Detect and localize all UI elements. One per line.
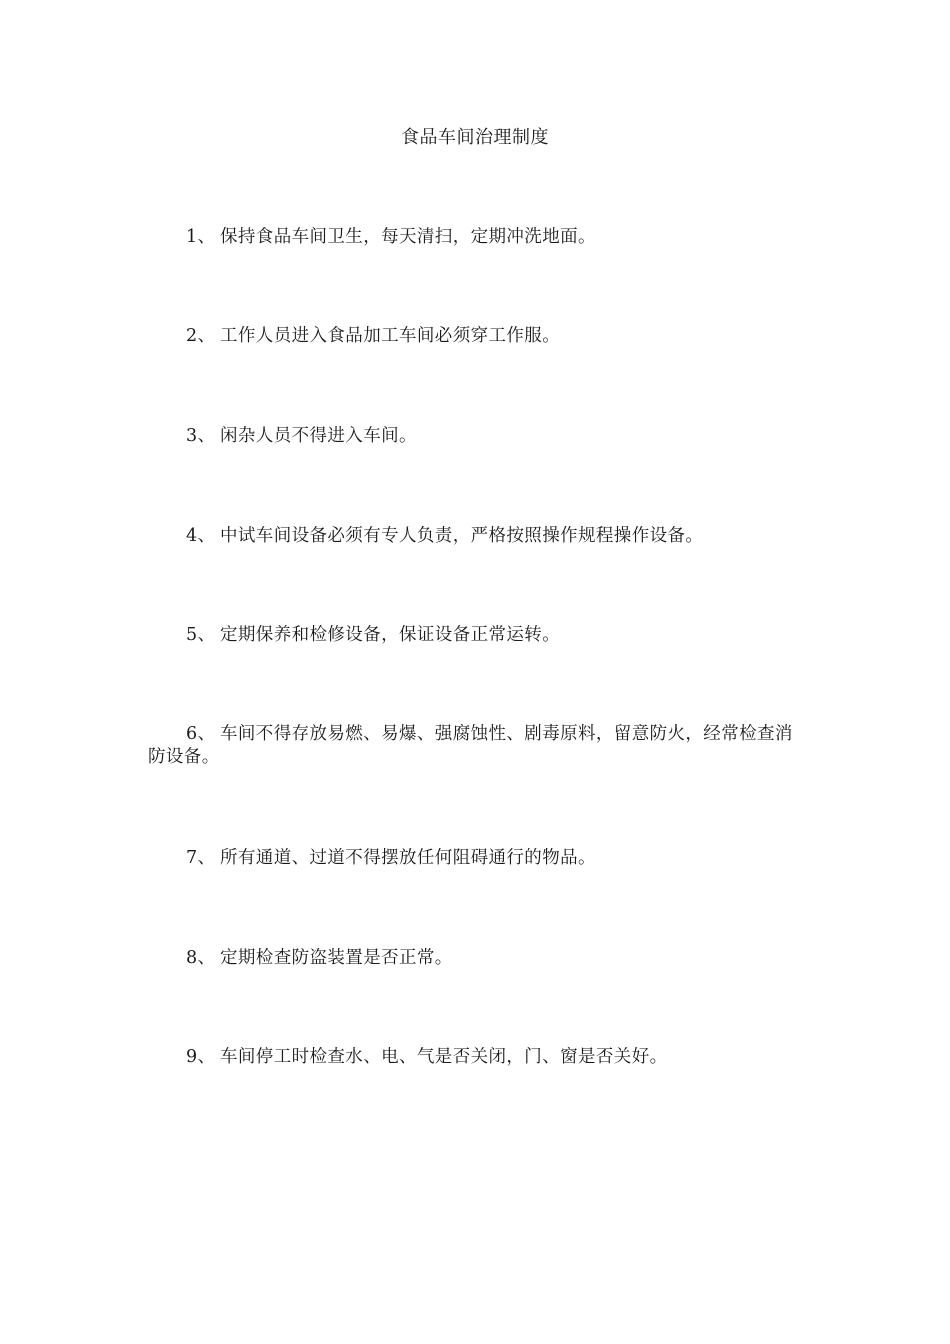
rule-text: 闲杂人员不得进入车间。	[220, 426, 417, 446]
rule-item-9	[148, 1046, 808, 1069]
rule-number: 9、	[186, 1047, 216, 1067]
rule-number: 6、	[186, 724, 216, 744]
rule-text: 定期保养和检修设备，保证设备正常运转。	[220, 625, 561, 645]
rule-item-2	[148, 325, 808, 348]
rule-text: 中试车间设备必须有专人负责，严格按照操作规程操作设备。	[220, 526, 704, 546]
rule-text: 车间不得存放易燃、易爆、强腐蚀性、剧毒原料，留意防火，经常检查消防设备。	[148, 724, 793, 767]
rule-text: 定期检查防盗装置是否正常。	[220, 948, 453, 968]
rule-number: 7、	[186, 848, 216, 868]
rule-number: 3、	[186, 426, 216, 446]
rule-text: 车间停工时检查水、电、气是否关闭，门、窗是否关好。	[220, 1047, 668, 1067]
rule-item-3	[148, 425, 808, 448]
rule-item-7	[148, 847, 808, 870]
rule-number: 8、	[186, 948, 216, 968]
rule-number: 2、	[186, 326, 216, 346]
rule-number: 1、	[186, 227, 216, 247]
rule-text: 工作人员进入食品加工车间必须穿工作服。	[220, 326, 561, 346]
rule-text: 所有通道、过道不得摆放任何阻碍通行的物品。	[220, 848, 596, 868]
rule-number: 5、	[186, 625, 216, 645]
rule-item-8	[148, 947, 808, 970]
rule-item-5	[148, 624, 808, 647]
rule-number: 4、	[186, 526, 216, 546]
rule-item-6	[148, 723, 808, 769]
rule-text: 保持食品车间卫生，每天清扫，定期冲洗地面。	[220, 227, 596, 247]
document-title: 食品车间治理制度	[401, 127, 549, 148]
rule-item-4	[148, 525, 808, 548]
rule-item-1	[148, 226, 808, 249]
